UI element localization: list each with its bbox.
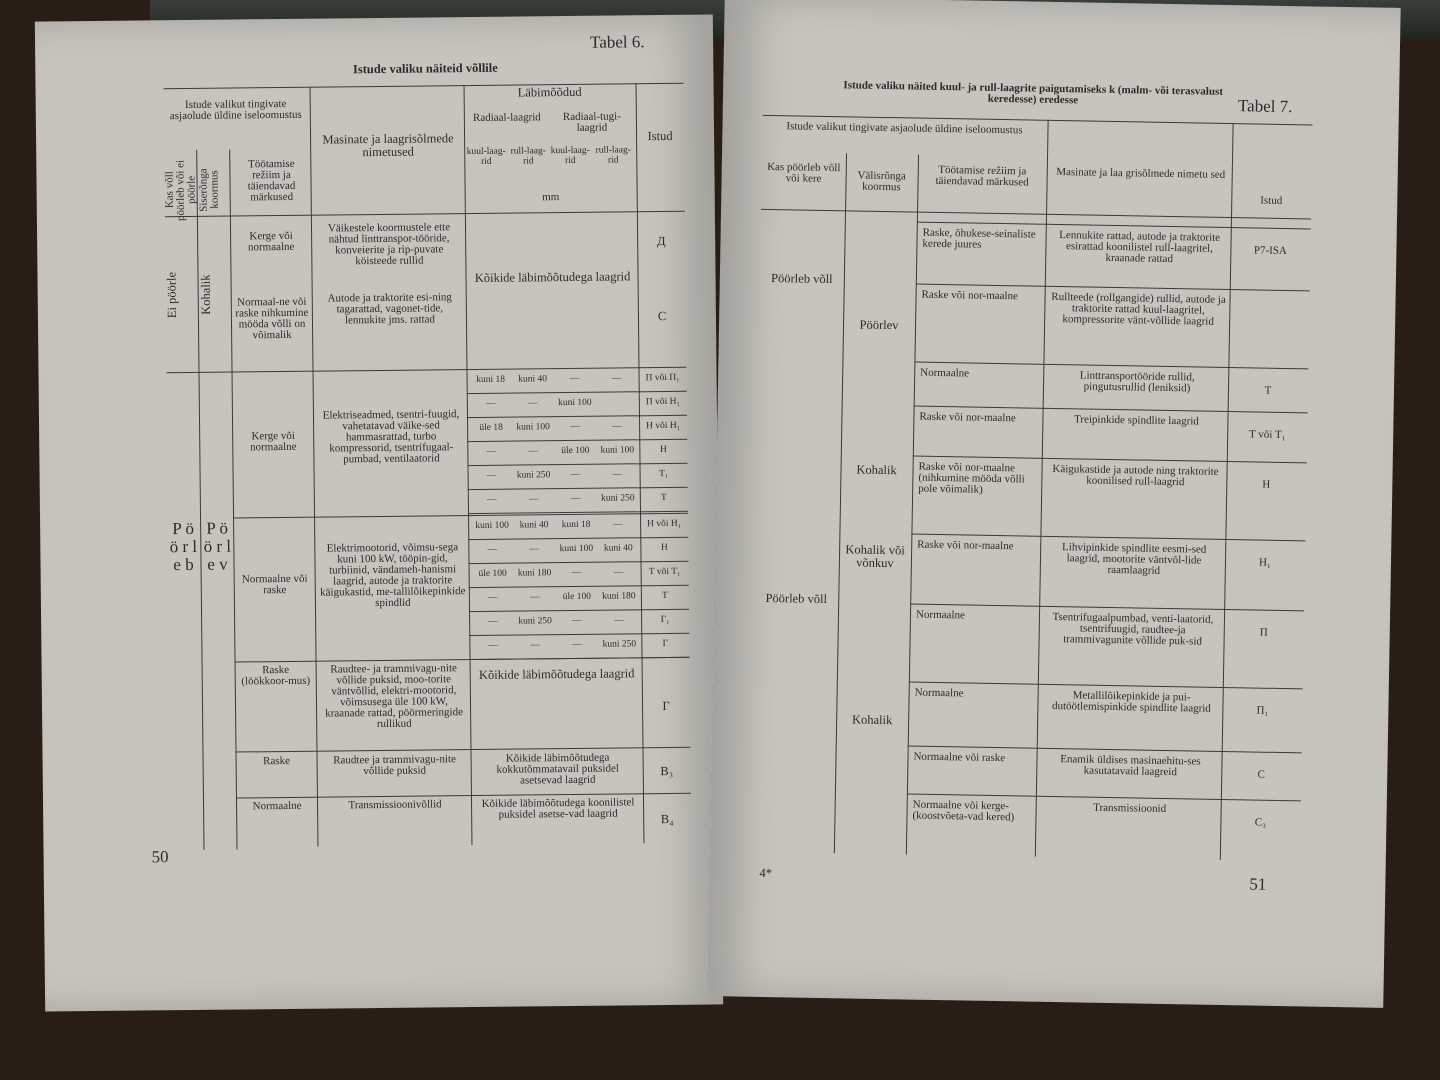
row-divider <box>468 537 688 540</box>
header-roller: rull-laag-rid <box>510 146 546 167</box>
diameter-cell: — <box>570 421 580 432</box>
row-divider <box>468 463 688 466</box>
row-machines: Väikestele koormustele ette nähtud linttranspor-tööride, konveierite ja rip-puvate köisteede rullid <box>327 221 451 268</box>
group-mode: Normaalne või raske <box>241 572 308 597</box>
row-fit: Д <box>656 233 666 249</box>
page-number: 51 <box>1249 874 1267 894</box>
row-fit <box>1231 307 1307 308</box>
diameter-cell: kuni 100 <box>600 445 635 456</box>
row-machines: Käigukastide ja autode ning traktorite koonilised rull-laagrid <box>1052 462 1219 489</box>
diameter-cell: kuni 100 <box>558 397 592 409</box>
diameter-cell: kuni 100 <box>559 543 594 555</box>
shaft-rotating: P ö ö r l e b <box>169 518 198 575</box>
header-mode: Töötamise režiim ja täiendavad märkused <box>935 163 1029 189</box>
group-diameters: Kõikide läbimõõtudega koonilistel puksidel asetse-vad laagrid <box>481 796 635 821</box>
fit-cell: H <box>659 444 667 456</box>
header-fits: Istud <box>647 128 673 144</box>
diameter-cell: kuni 250 <box>516 470 551 481</box>
table-title: Istude valiku näiteid võllile <box>352 60 498 77</box>
ring-oscillating: Kohalik või võnkuv <box>845 542 905 571</box>
row-machines: Enamik üldises masinaehitu-ses kasutatavaid laagreid <box>1060 753 1201 779</box>
row-divider <box>469 585 689 588</box>
row-mode: Raske või nor-maalne <box>921 288 1019 303</box>
group-fit: B₄ <box>660 811 674 827</box>
fit-cell: П või H₁ <box>645 396 680 408</box>
row-divider <box>469 561 689 564</box>
row-fit: C₃ <box>1254 816 1267 829</box>
fit-cell: Г <box>662 638 669 650</box>
left-page <box>35 14 723 1011</box>
header-general: Istude valikut tingivate asjaolude üldine iseloomustus <box>786 120 1023 137</box>
row-machines: Tsentrifugaalpumbad, venti-laatorid, tsentrifuugid, raudtee-ja trammivagunite võllide puk-sid <box>1052 610 1214 648</box>
diameter-cell: — <box>488 640 499 651</box>
group-mode: Raske (löökkoor-mus) <box>241 663 311 688</box>
diameter-cell: — <box>488 592 498 603</box>
ring-rotating: P ö ö r l e v <box>203 518 232 574</box>
col-line <box>229 150 237 850</box>
fit-cell: T <box>661 590 668 602</box>
row-divider <box>470 657 690 660</box>
diameter-cell: — <box>569 373 580 384</box>
row-machines: Autode ja traktorite esi-ning tagarattad, vagonet-tide, lennukite jms. rattad <box>327 291 452 327</box>
row-divider <box>467 439 687 442</box>
shaft-not-rotating: Ei pöörle <box>164 272 179 319</box>
row-mode: Normaalne <box>915 608 965 622</box>
row-fit: C <box>1257 768 1266 781</box>
diameter-cell: — <box>530 640 541 651</box>
table-title: Istude valiku näited kuul- ja rull-laagrite paigutamiseks k (malm- või terasvalust keredesse) eredesse <box>843 79 1224 107</box>
footnote-mark: 4* <box>759 865 773 881</box>
group-machines: Elektrimootorid, võimsu-sega kuni 100 kW, tööpin-gid, turbiinid, vändameh-hanismi laagrid, autode ja traktorite käigukastid, me-tallilõikepinkide spindlid <box>320 541 466 610</box>
diameter-cell: kuni 40 <box>519 520 549 531</box>
col-line <box>834 153 847 853</box>
diameter-cell: — <box>612 469 623 480</box>
table-label: Tabel 6. <box>589 32 645 52</box>
header-ball-2: kuul-laag-rid <box>550 145 590 167</box>
diameter-cell: üle 100 <box>561 445 590 457</box>
diameter-cell: kuni 250 <box>518 616 552 627</box>
row-fit: П <box>1259 626 1268 639</box>
fit-cell: H <box>660 542 668 554</box>
header-radial-thrust: Radiaal-tugi-laagrid <box>562 110 621 134</box>
fit-cell: П või П₁ <box>645 372 680 384</box>
row-mode: Normaal-ne või raske nihkumine mööda võlli on võimalik <box>235 295 309 342</box>
section-divider <box>167 367 687 373</box>
group-diameters: Kõikide läbimõõtudega kokkutõmmatavail puksidel asetsevad laagrid <box>496 751 620 787</box>
diameter-cell: — <box>612 421 622 432</box>
row-machines: Lennukite rattad, autode ja traktorite esirattad koonilistel rull-laagritel, kraanade rattad <box>1059 229 1221 266</box>
row-mode: Normaalne <box>914 686 964 700</box>
group-diameters: Kõikide läbimõõtudega laagrid <box>478 666 635 682</box>
header-divider <box>165 211 685 217</box>
row-divider <box>467 415 687 418</box>
col-line <box>310 87 319 847</box>
row-fit: T <box>1264 384 1272 397</box>
diameter-cell: kuni 100 <box>516 422 550 433</box>
fit-cell: Г₁ <box>660 614 670 626</box>
header-shaft: Kas pöörleb võll või kere <box>767 160 841 185</box>
diameter-cell: — <box>614 615 624 626</box>
row-divider <box>468 487 688 490</box>
row-divider <box>469 609 689 612</box>
diameter-cell: kuni 250 <box>602 639 637 650</box>
row-machines: Metallilõikepinkide ja pui-dutöötlemispinkide spindlite laagrid <box>1051 689 1211 715</box>
diameter-cell: — <box>572 615 582 626</box>
row-fit: H <box>1262 478 1271 491</box>
header-general: Istude valikut tingivate asjaolude üldine iseloomustus <box>169 97 302 123</box>
fit-cell: T₁ <box>658 468 669 480</box>
shaft-rotating: Pöörleb võll <box>765 590 828 607</box>
row-fit: P7-ISA <box>1253 244 1288 258</box>
diameter-cell: — <box>486 446 497 457</box>
group-fit: Г <box>662 698 670 714</box>
header-fits: Istud <box>1260 194 1283 207</box>
diameter-cell: üle 18 <box>479 422 503 433</box>
group-mode: Raske <box>263 754 291 768</box>
row-fit: H₁ <box>1258 556 1271 569</box>
header-divider <box>761 209 1311 220</box>
header-mode: Töötamise režiim ja täiendavad märkused <box>247 157 296 204</box>
diameter-cell: — <box>571 493 581 504</box>
row-machines: Rullteede (rollgangide) rullid, autode ja traktorite rattad kuul-laagritel, kompressorite vänt-võllide laagrid <box>1051 290 1226 328</box>
diameter-cell: üle 100 <box>562 591 592 603</box>
all-diameters: Kõikide läbimõõtudega laagrid <box>474 269 631 285</box>
header-shaft: Kas võll pöörleb või ei pöörle <box>163 159 198 221</box>
diameter-cell: kuni 40 <box>603 543 633 554</box>
row-fit: П₁ <box>1256 704 1269 717</box>
row-machines: Transmissioonid <box>1093 801 1167 816</box>
header-outer-ring: Välisrõnga koormus <box>857 169 906 194</box>
row-mode: Raske, õhukese-seinaliste kerede juures <box>922 226 1036 251</box>
header-diameters: Läbimõõdud <box>517 84 582 100</box>
group-divider <box>233 513 688 519</box>
row-mode: Kerge või normaalne <box>247 229 295 254</box>
group-mode: Kerge või normaalne <box>250 429 297 454</box>
row-machines: Linttransportööride rullid, pingutusrullid (leniksid) <box>1079 369 1195 395</box>
table-label: Tabel 7. <box>1237 96 1293 117</box>
header-machines: Masinate ja laa grisõlmede nimetu sed <box>1056 165 1226 181</box>
ring-local: Kohalik <box>856 462 897 478</box>
diameter-cell: kuni 18 <box>476 374 506 385</box>
group-fit: B₃ <box>660 763 674 779</box>
diameter-cell: — <box>486 398 496 409</box>
row-fit: T või T₁ <box>1248 428 1286 442</box>
diameter-cell: — <box>528 398 538 409</box>
diameter-cell: — <box>570 469 581 480</box>
diameter-cell: — <box>613 567 624 578</box>
diameter-cell: — <box>486 470 497 481</box>
ring-local: Kohalik <box>198 274 213 316</box>
group-mode: Normaalne <box>252 799 302 813</box>
header-radial: Radiaal-laagrid <box>472 111 541 124</box>
shaft-rotating: Pöörleb võll <box>771 271 833 287</box>
fit-cell: H või H₁ <box>647 518 682 530</box>
fit-cell: T või T₁ <box>648 566 681 578</box>
group-machines: Elektriseadmed, tsentri-fuugid, vahetatavad väike-sed hammasrattad, turbo kompressorid, tsentrifugaal-pumbad, ventilaatorid <box>322 408 460 466</box>
col-line <box>906 155 919 855</box>
header-ball: kuul-laag-rid <box>466 146 506 167</box>
row-mode: Normaalne <box>920 366 970 380</box>
group-machines: Raudtee ja trammivagu-nite võllide puksid <box>333 753 457 778</box>
right-page <box>707 0 1400 1008</box>
diameter-cell: kuni 18 <box>561 519 591 531</box>
row-divider <box>469 633 689 636</box>
diameter-cell: — <box>529 494 539 505</box>
diameter-cell: — <box>487 494 497 505</box>
fit-cell: H või H₁ <box>646 420 681 432</box>
diameter-cell: üle 100 <box>478 568 507 579</box>
diameter-cell: — <box>613 519 623 530</box>
header-machines: Masinate ja laagrisõlmede nimetused <box>322 131 454 160</box>
header-mm: mm <box>542 191 560 204</box>
ring-local: Kohalik <box>851 712 893 728</box>
group-machines: Transmissioonivõllid <box>348 798 442 812</box>
diameter-cell: — <box>571 567 582 578</box>
group-machines: Raudtee- ja trammivagu-nite võllide puksid, moo-torite väntvõllid, elektri-mootorid, võimsusega üle 100 kW, kraanade rattad, pöörmeringide rullikud <box>325 662 464 731</box>
diameter-cell: kuni 100 <box>475 520 509 531</box>
diameter-cell: kuni 40 <box>518 374 548 385</box>
row-machines: Lihvipinkide spindlite eesmi-sed laagrid, mootorite väntvõl-lide raamlaagrid <box>1061 541 1207 577</box>
row-mode: Raske või nor-maalne <box>917 538 1014 553</box>
header-inner-ring: Siserõnga koormus <box>197 168 221 212</box>
diameter-cell: — <box>572 639 583 650</box>
row-machines: Treipinkide spindlite laagrid <box>1073 413 1199 428</box>
diameter-cell: kuni 180 <box>517 568 552 579</box>
diameter-cell: — <box>487 544 498 555</box>
row-mode: Raske või nor-maalne <box>919 410 1016 425</box>
header-roller-2: rull-laag-rid <box>595 145 631 166</box>
diameter-cell: kuni 250 <box>601 493 635 504</box>
ring-rotating: Pöörlev <box>859 317 899 333</box>
row-mode: Normaalne või raske <box>913 750 1006 765</box>
diameter-cell: — <box>488 616 498 627</box>
diameter-cell: kuni 180 <box>602 591 636 602</box>
row-mode: Raske või nor-maalne (nihkumine mööda võlli pole võimalik) <box>918 460 1025 496</box>
fit-cell: T <box>660 492 667 504</box>
row-fit: C <box>657 308 667 324</box>
row-divider <box>467 391 687 394</box>
diameter-cell: — <box>530 592 540 603</box>
diameter-cell: — <box>528 446 539 457</box>
diameter-cell: — <box>611 373 622 384</box>
diameter-cell: — <box>529 544 540 555</box>
page-number: 50 <box>151 847 169 867</box>
row-mode: Normaalne või kerge- (koostvõeta-vad kered) <box>912 798 1015 824</box>
